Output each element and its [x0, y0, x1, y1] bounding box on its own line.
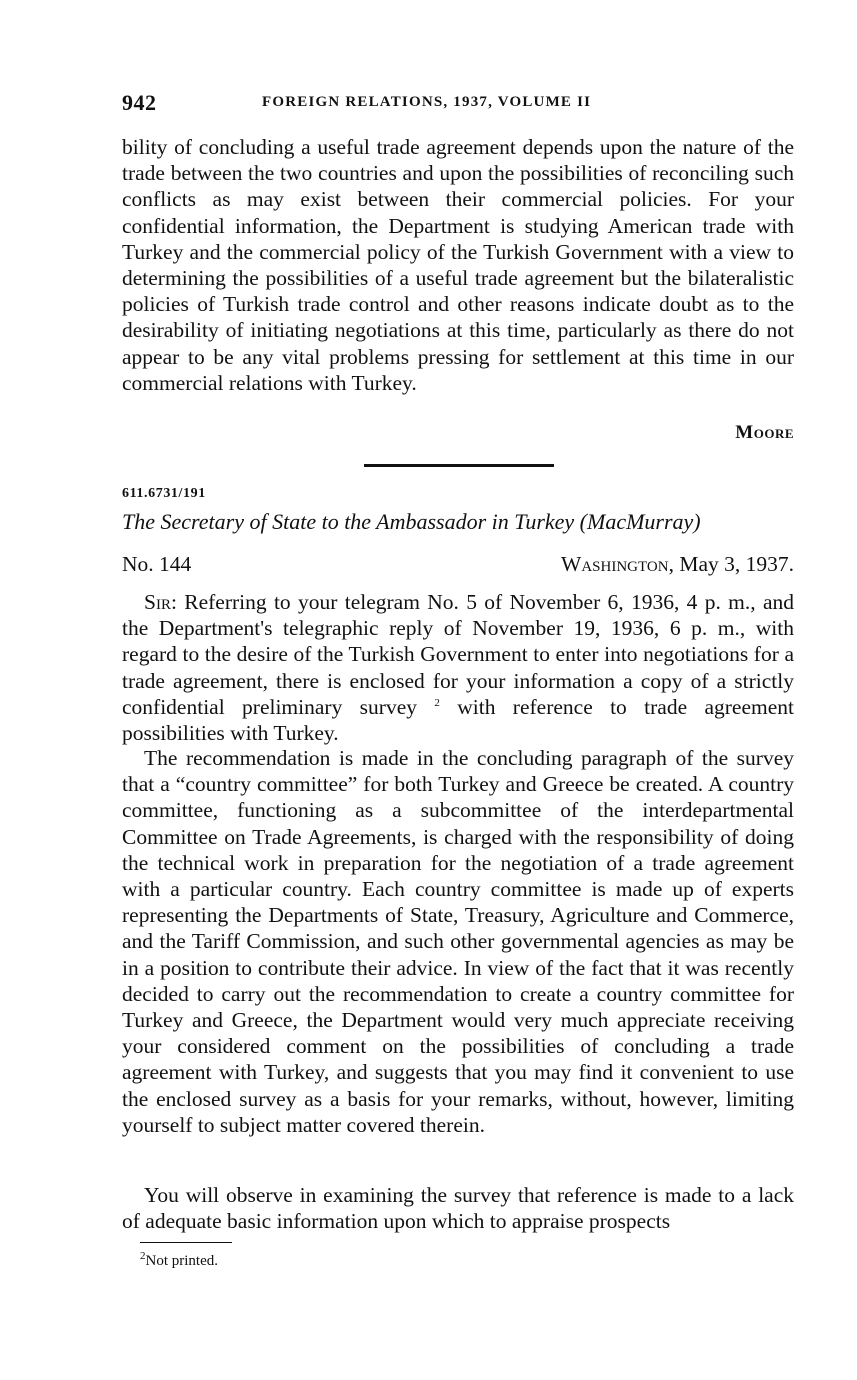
- salutation: Sir:: [144, 590, 177, 614]
- paragraph-1-text-continued: with reference to trade agreement possibilities with Turkey.: [122, 694, 795, 746]
- signature: Moore: [735, 422, 794, 443]
- footnote: [140, 1250, 218, 1270]
- document-number: No. 144: [122, 552, 192, 576]
- section-divider: [364, 464, 554, 467]
- place-and-date: [561, 552, 794, 577]
- footnote-text: Not printed.: [145, 1253, 218, 1269]
- file-number: 611.6731/191: [122, 486, 206, 501]
- place: Washington,: [561, 552, 674, 576]
- page-header: [122, 90, 794, 118]
- running-head: FOREIGN RELATIONS, 1937, VOLUME II: [262, 94, 592, 110]
- footnote-reference[interactable]: 2: [434, 696, 440, 709]
- paragraph-1-text: Referring to your telegram No. 5 of November 6, 1936, 4 p. m., and the Department's telegraphic reply of November 19, 1936, 6 p. m., with regard to the desire of the Turkish Government to enter into negotiations for a trade agreement, there is enclosed for your information a copy of a strictly confidential preliminary survey: [122, 590, 795, 719]
- letter-paragraph-3: You will observe in examining the survey that reference is made to a lack of adequate basic information upon which to appraise prospects: [122, 1183, 794, 1234]
- page-number: 942: [122, 90, 157, 115]
- letter-paragraph-2: The recommendation is made in the concluding paragraph of the survey that a “country committee” for both Turkey and Greece be created. A country committee, functioning as a subcommittee of the interdepartmental Committee on Trade Agreements, is charged with the responsibility of doing the technical work in preparation for the negotiation of a trade agreement with a particular country. Each country committee is made up of experts representing the Departments of State, Treasury, Agriculture and Commerce, and the Tariff Commission, and such other governmental agencies as may be in a position to contribute their advice. In view of the fact that it was recently decided to carry out the recommendation to create a country committee for Turkey and Greece, the Department would very much appreciate receiving your considered comment on the possibilities of concluding a trade agreement with Turkey, and suggests that you may find it convenient to use the enclosed survey as a basis for your remarks, without, however, limiting yourself to subject matter covered therein.: [122, 746, 794, 1137]
- document-title: The Secretary of State to the Ambassador in Turkey (MacMurray): [122, 509, 701, 534]
- footnote-divider: [140, 1242, 232, 1243]
- letter-paragraph-1: [122, 589, 794, 746]
- footnote-mark: 2: [140, 1250, 146, 1262]
- date: May 3, 1937.: [679, 552, 794, 576]
- continued-paragraph: bility of concluding a useful trade agreement depends upon the nature of the trade between the two countries and upon the possibilities of reconciling such conflicts as may exist between their commercial policies. For your confidential information, the Department is studying American trade with Turkey and the commercial policy of the Turkish Government with a view to determining the possibilities of a useful trade agreement but the bilateralistic policies of Turkish trade control and other reasons indicate doubt as to the desirability of initiating negotiations at this time, particularly as there do not appear to be any vital problems pressing for settlement at this time in our commercial relations with Turkey.: [122, 135, 794, 395]
